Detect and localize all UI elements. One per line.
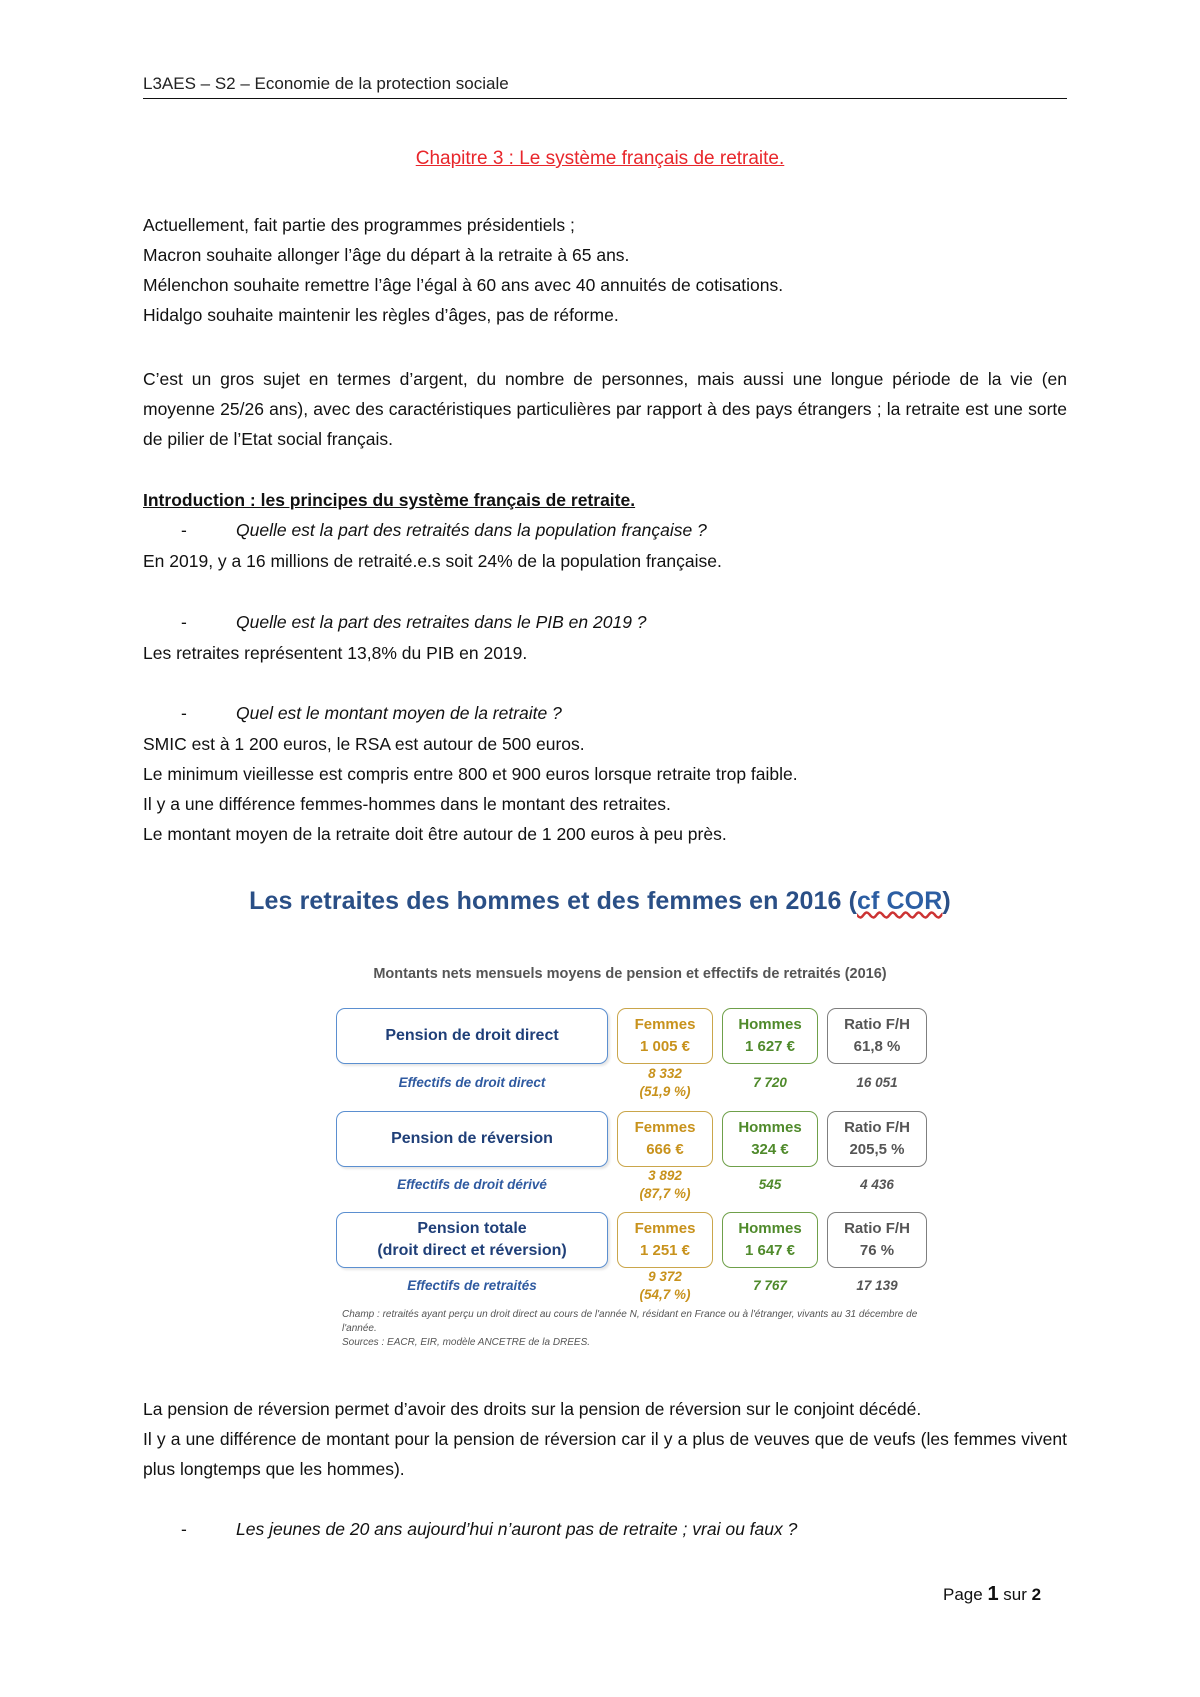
effectifs-hommes: 7 767 <box>753 1278 787 1293</box>
ratio-box <box>827 1111 927 1167</box>
hommes-title: Hommes <box>738 1016 802 1033</box>
hommes-box <box>722 1008 818 1064</box>
answer-2: Les retraites représentent 13,8% du PIB en 2019. <box>143 643 528 663</box>
answer-line: Le minimum vieillesse est compris entre 800 et 900 euros lorsque retraite trop faible. <box>143 764 798 784</box>
hommes-value: 324 € <box>751 1141 789 1158</box>
row-label-box <box>336 1212 608 1268</box>
intro-paragraph <box>143 210 1067 330</box>
effectifs-femmes-pct: (87,7 %) <box>639 1186 691 1201</box>
bullet-dash: - <box>181 612 187 632</box>
reversion-paragraph <box>143 1394 1067 1484</box>
femmes-value: 1 005 € <box>639 1038 691 1055</box>
femmes-title: Femmes <box>634 1220 696 1237</box>
effectifs-femmes-count: 9 372 <box>648 1269 682 1284</box>
effectifs-total: 17 139 <box>856 1278 898 1293</box>
femmes-title: Femmes <box>634 1016 696 1033</box>
hommes-box <box>722 1212 818 1268</box>
figure-notes <box>342 1308 932 1350</box>
figure-title <box>0 887 1200 916</box>
question-text: Les jeunes de 20 ans aujourd’hui n’auront pas de retraite ; vrai ou faux ? <box>236 1519 798 1539</box>
ratio-value: 61,8 % <box>853 1038 901 1055</box>
femmes-value: 1 251 € <box>639 1242 691 1259</box>
effectifs-label: Effectifs de droit dérivé <box>397 1177 547 1192</box>
ratio-value: 76 % <box>859 1242 895 1259</box>
figure-title-link: cf COR <box>857 887 943 915</box>
femmes-box <box>617 1212 713 1268</box>
hommes-box <box>722 1111 818 1167</box>
effectifs-femmes-pct: (51,9 %) <box>639 1084 691 1099</box>
context-paragraph: C’est un gros sujet en termes d’argent, du nombre de personnes, mais aussi une longue période de la vie (en moyenne 25/26 ans), avec des caractéristiques particulières par rapport à des pays étrangers ; la retraite est une sorte de pilier de l’Etat social français. <box>143 369 1067 449</box>
footer-total-pages: 2 <box>1031 1585 1042 1604</box>
intro-line: Hidalgo souhaite maintenir les règles d’âges, pas de réforme. <box>143 305 619 325</box>
footer-page-number: 1 <box>987 1583 999 1605</box>
hommes-value: 1 647 € <box>744 1242 796 1259</box>
effectifs-hommes: 545 <box>758 1177 782 1192</box>
question-text: Quelle est la part des retraites dans le PIB en 2019 ? <box>236 612 647 632</box>
effectifs-femmes-pct: (54,7 %) <box>639 1287 691 1302</box>
effectifs-femmes-count: 3 892 <box>648 1168 682 1183</box>
row-label: Pension de réversion <box>391 1130 553 1147</box>
reversion-line: La pension de réversion permet d’avoir des droits sur la pension de réversion sur le conjoint décédé. <box>143 1399 922 1419</box>
effectifs-total: 4 436 <box>860 1177 894 1192</box>
bullet-dash: - <box>181 703 187 723</box>
ratio-title: Ratio F/H <box>844 1119 910 1136</box>
answer-1: En 2019, y a 16 millions de retraité.e.s soit 24% de la population française. <box>143 551 722 571</box>
hommes-title: Hommes <box>738 1119 802 1136</box>
reversion-line: Il y a une différence de montant pour la pension de réversion car il y a plus de veuves que de veufs (les femmes vivent plus longtemps que les hommes). <box>143 1429 1067 1479</box>
question-4 <box>143 1519 1067 1540</box>
answer-line: SMIC est à 1 200 euros, le RSA est autour de 500 euros. <box>143 734 585 754</box>
effectifs-femmes <box>615 1167 715 1203</box>
hommes-value: 1 627 € <box>744 1038 796 1055</box>
figure-sources: Sources : EACR, EIR, modèle ANCETRE de la DREES. <box>342 1337 591 1348</box>
footer-sur: sur <box>1003 1585 1027 1604</box>
intro-line: Macron souhaite allonger l’âge du départ à la retraite à 65 ans. <box>143 245 630 265</box>
page-header: L3AES – S2 – Economie de la protection sociale <box>143 74 1067 99</box>
effectifs-label: Effectifs de retraités <box>407 1278 537 1293</box>
effectifs-femmes-count: 8 332 <box>648 1066 682 1081</box>
ratio-title: Ratio F/H <box>844 1220 910 1237</box>
femmes-value: 666 € <box>646 1141 684 1158</box>
section-title: Introduction : les principes du système français de retraite. <box>143 490 636 510</box>
row-label-box <box>336 1111 608 1167</box>
bullet-dash: - <box>181 520 187 540</box>
row-label-line2: (droit direct et réversion) <box>377 1242 567 1259</box>
effectifs-femmes <box>615 1065 715 1101</box>
figure-subtitle: Montants nets mensuels moyens de pension et effectifs de retraités (2016) <box>373 966 887 982</box>
figure-title-end: ) <box>942 887 951 915</box>
ratio-title: Ratio F/H <box>844 1016 910 1033</box>
chapter-title: Chapitre 3 : Le système français de retraite. <box>415 148 785 169</box>
answer-3 <box>143 729 1067 849</box>
ratio-box <box>827 1008 927 1064</box>
hommes-title: Hommes <box>738 1220 802 1237</box>
effectifs-hommes: 7 720 <box>753 1075 787 1090</box>
effectifs-label: Effectifs de droit direct <box>398 1075 546 1090</box>
intro-line: Actuellement, fait partie des programmes présidentiels ; <box>143 215 575 235</box>
ratio-value: 205,5 % <box>849 1141 905 1158</box>
effectifs-femmes <box>615 1268 715 1304</box>
answer-line: Le montant moyen de la retraite doit être autour de 1 200 euros à peu près. <box>143 824 727 844</box>
question-text: Quel est le montant moyen de la retraite ? <box>236 703 562 723</box>
effectifs-total: 16 051 <box>856 1075 898 1090</box>
intro-line: Mélenchon souhaite remettre l’âge l’égal à 60 ans avec 40 annuités de cotisations. <box>143 275 784 295</box>
femmes-box <box>617 1008 713 1064</box>
question-2 <box>143 612 1067 633</box>
row-label: Pension de droit direct <box>385 1027 559 1044</box>
ratio-box <box>827 1212 927 1268</box>
figure-champ: Champ : retraités ayant perçu un droit direct au cours de l'année N, résidant en France ou à l'étranger, vivants au 31 décembre de l'année. <box>342 1309 918 1334</box>
question-3 <box>143 703 1067 724</box>
femmes-box <box>617 1111 713 1167</box>
page-footer <box>943 1583 1041 1606</box>
question-1 <box>143 520 1067 541</box>
answer-line: Il y a une différence femmes-hommes dans le montant des retraites. <box>143 794 671 814</box>
row-label: Pension totale <box>417 1220 527 1237</box>
question-text: Quelle est la part des retraités dans la population française ? <box>236 520 707 540</box>
row-label-box <box>336 1008 608 1064</box>
femmes-title: Femmes <box>634 1119 696 1136</box>
figure-title-main: Les retraites des hommes et des femmes en 2016 ( <box>249 887 858 915</box>
bullet-dash: - <box>181 1519 187 1539</box>
footer-page-word: Page <box>943 1585 983 1604</box>
